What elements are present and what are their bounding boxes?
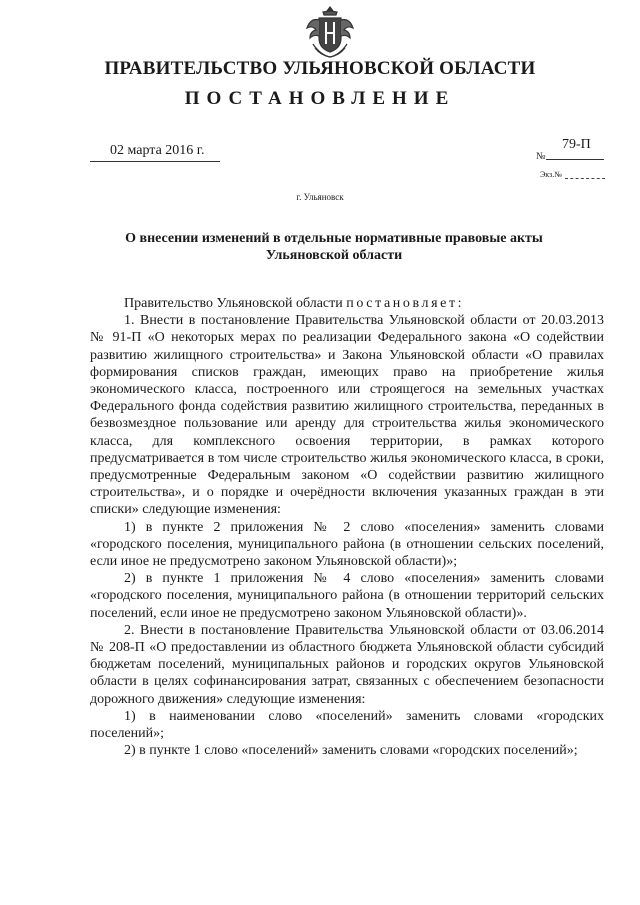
- document-heading: [90, 230, 578, 264]
- government-title: ПРАВИТЕЛЬСТВО УЛЬЯНОВСКОЙ ОБЛАСТИ: [104, 58, 536, 79]
- city: г. Ульяновск: [296, 192, 344, 202]
- heading-line-1: О внесении изменений в отдельные нормативные правовые акты: [125, 231, 543, 246]
- intro-lead: Правительство Ульяновской области: [124, 296, 347, 311]
- paragraph-2-item-2: 2) в пункте 1 слово «поселений» заменить словами «городских поселений»;: [124, 743, 578, 759]
- paragraph-1-item-2: 2) в пункте 1 приложения № 4 слово «поселения» заменить словами «городского поселения, муниципального района (в отношении территорий сельских поселений, если иное не предусмотрено законом Ульяновской области)».: [90, 571, 604, 621]
- intro-paragraph: [90, 295, 604, 312]
- paragraph-1-item-1: 1) в пункте 2 приложения № 2 слово «поселения» заменить словами «городского поселения, муниципального района (в отношении сельских поселений, если иное не предусмотрено законом Ульяновской области)»;: [90, 519, 604, 570]
- heading-line-2: Ульяновской области: [265, 248, 403, 263]
- paragraph-2: 2. Внести в постановление Правительства Ульяновской области от 03.06.2014 № 208-П «О предоставлении из областного бюджета Ульяновской области субсидий бюджетам поселений, муниципальных районов и городских округов Ульяновской области в целях софинансирования затрат, связанных с обеспечением безопасности дорожного движения» следующие изменения:: [90, 622, 604, 707]
- document-type: ПОСТАНОВЛЕНИЕ: [184, 88, 456, 109]
- document-number: 79-П: [562, 137, 591, 152]
- number-underline: [546, 159, 604, 160]
- copy-number-label: Экз.№: [540, 170, 562, 179]
- paragraph-2-item-1: 1) в наименовании слово «поселений» заменить словами «городских поселений»;: [90, 708, 604, 742]
- copy-number-underline: [565, 178, 605, 179]
- paragraph-1: 1. Внести в постановление Правительства Ульяновской области от 20.03.2013 № 91-П «О некоторых мерах по реализации Федерального закона «О содействии развитию жилищного строительства» и Закона Ульяновской области «О правилах формирования списков граждан, имеющих право на приобретение жилья экономического класса, построенного или строящегося на земельных участках Федерального фонда содействия развитию жилищного строительства, переданных в безвозмездное пользование или аренду для строительства жилья экономического класса, для комплексного освоения территории, в рамках которого предусматривается в том числе строительство жилья экономического класса, в сроки, предусмотренные Федеральным законом «О содействии развитию жилищного строительства», и о порядке и очерёдности включения указанных граждан в эти списки» следующие изменения:: [90, 313, 604, 518]
- number-label: №: [536, 151, 546, 162]
- date-underline: [90, 161, 220, 162]
- document-body: [90, 295, 604, 759]
- document-date: 02 марта 2016 г.: [110, 143, 205, 158]
- intro-spaced-word: постановляет:: [346, 296, 465, 311]
- coat-of-arms-icon: [303, 4, 357, 62]
